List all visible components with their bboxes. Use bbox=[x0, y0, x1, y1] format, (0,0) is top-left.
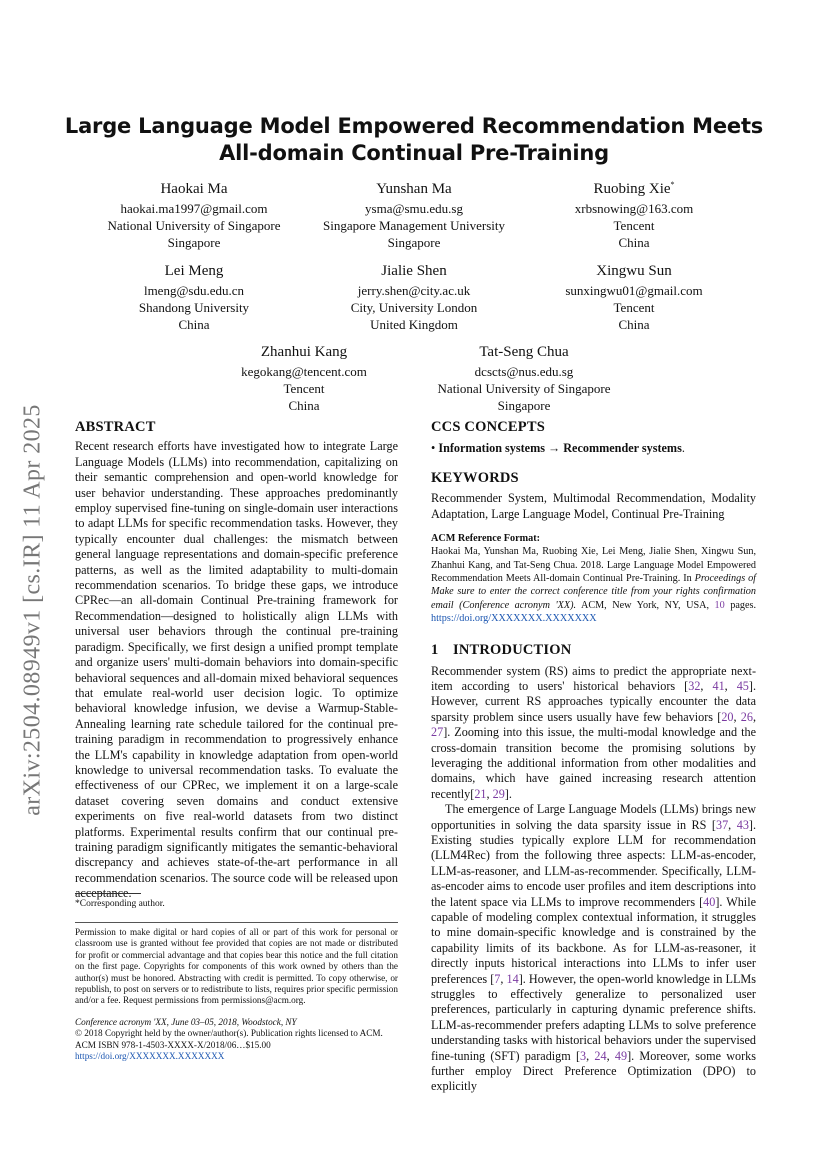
intro-heading bbox=[431, 643, 756, 658]
paragraph-text: , bbox=[728, 817, 737, 832]
author-name: Haokai Ma bbox=[160, 181, 228, 197]
author-block bbox=[504, 180, 764, 251]
keywords-text: Recommender System, Multimodal Recommendation, Modality Adaptation, Large Language Model, Continual Pre-Training bbox=[431, 491, 756, 521]
citation-link[interactable]: 3 bbox=[580, 1048, 587, 1063]
author-country: China bbox=[618, 235, 650, 250]
acm-ref-pages-word: pages. bbox=[724, 599, 757, 611]
abstract-heading: ABSTRACT bbox=[75, 419, 156, 435]
conference-venue: Conference acronym 'XX, June 03–05, 2018, Woodstock, NY bbox=[75, 1017, 297, 1027]
author-name bbox=[504, 180, 764, 199]
paragraph-text: Recommender system (RS) aims to predict the appropriate next-item according to users' historical behaviors [ bbox=[431, 663, 756, 693]
author-affiliation: National University of Singapore bbox=[107, 218, 281, 233]
author-country: Singapore bbox=[387, 235, 441, 250]
paragraph-text: ]. Moreover, some works further employ Direct Preference Optimization (DPO) to explicitly bbox=[431, 1048, 757, 1094]
author-email[interactable]: ysma@smu.edu.sg bbox=[365, 201, 463, 216]
arxiv-identifier: arXiv:2504.08949v1 [cs.IR] 11 Apr 2025 bbox=[19, 404, 46, 816]
paragraph-text: , bbox=[752, 709, 757, 724]
author-affiliation: Tencent bbox=[283, 381, 325, 396]
author-country: Singapore bbox=[167, 235, 221, 250]
author-affiliation: Shandong University bbox=[138, 300, 250, 315]
abstract-text: Recent research efforts have investigated how to integrate Large Language Models (LLMs) into recommendation, capitalizing on their semantic comprehension and open-world knowledge for user behavior understanding. These approaches predominantly employ supervised fine-tuning on single-domain user interactions to adapt LLMs for specific recommendation tasks. However, they typically encounter dual challenges: the mismatch between general language representations and domain-specific preference patterns, as well as the limited adaptability to multi-domain recommendation scenarios. To bridge these gaps, we introduce CPRec—an all-domain Continual Pre-training framework for Recommendation—designed to holistically align LLMs with universal user behaviors through the continual pre-training paradigm. Specifically, we first design a unified prompt template and organize users' multi-domain behaviors into domain-specific behavioral sequences and all-domain mixed behavioral sequences that emulate real-world user decision logic. To optimize behavioral knowledge infusion, we devise a Warmup-Stable-Annealing learning rate schedule tailored for the continual pre-training paradigm in recommendation to progressively enhance the LLM's capability in knowledge adaptation from open-world knowledge to universal recommendation tasks. To evaluate the effectiveness of our CPRec, we implement it on a large-scale dataset covering seven domains and conduct extensive experiments on five real-world datasets from two distinct platforms. Experimental results confirm that our continual pre-training paradigm significantly mitigates the semantic-behavioral discrepancy and achieves state-of-the-art performance in all recommendation scenarios. The source code will be released upon acceptance. bbox=[75, 439, 398, 901]
author-affiliation: City, University London bbox=[350, 300, 478, 315]
ccs-bullet: • bbox=[431, 441, 436, 456]
author-email[interactable]: xrbsnowing@163.com bbox=[574, 201, 694, 216]
ccs-concepts bbox=[431, 441, 756, 456]
keywords-heading: KEYWORDS bbox=[431, 469, 519, 486]
acm-ref-label: ACM Reference Format: bbox=[431, 533, 540, 545]
ccs-concept: Information systems → Recommender systems bbox=[438, 441, 682, 456]
citation-link[interactable]: 14 bbox=[506, 971, 519, 986]
acm-ref-tail: ACM, New York, NY, USA, bbox=[576, 599, 715, 611]
author-name: Zhanhui Kang bbox=[260, 344, 348, 360]
isbn-line: ACM ISBN 978-1-4503-XXXX-X/2018/06…$15.00 bbox=[75, 1039, 271, 1050]
section-number: 1 bbox=[431, 642, 439, 659]
citation-link[interactable]: 26 bbox=[740, 709, 753, 724]
citation-link[interactable]: 43 bbox=[736, 817, 749, 832]
paragraph-text: , bbox=[724, 678, 737, 693]
paragraph-text: ]. While capable of modeling complex contextual information, it struggles to mine domain-specific knowledge and is constrained by the capability limits of its backbone. As for LLM-as-reasoner, it directly inputs historical interactions into LLMs to infer user preferences [ bbox=[431, 894, 756, 986]
citation-link[interactable]: 32 bbox=[688, 678, 701, 693]
intro-paragraph-1 bbox=[431, 664, 756, 803]
section-title: INTRODUCTION bbox=[453, 642, 572, 659]
acm-ref-doi[interactable]: https://doi.org/XXXXXXX.XXXXXXX bbox=[431, 612, 597, 624]
citation-link[interactable]: 20 bbox=[721, 709, 734, 724]
acm-ref-proceedings: Proceedings of Make sure to enter the correct conference title from your rights confirmation email (Conference acronym 'XX). bbox=[431, 572, 756, 611]
author-country: China bbox=[618, 317, 650, 332]
arxiv-sidebar bbox=[18, 375, 48, 845]
acm-ref-pages[interactable]: 10 bbox=[714, 599, 725, 611]
author-name: Lei Meng bbox=[164, 263, 224, 279]
paragraph-text: ]. However, the open-world knowledge in LLMs struggles to effectively generalize to personalized user preferences, particularly in capturing dynamic preference shifts. LLM-as-recommender prefers adapting LLMs to solve preference understanding tasks with historical behaviors under the supervised fine-tuning (SFT) paradigm [ bbox=[431, 971, 756, 1063]
corresponding-mark: * bbox=[670, 180, 675, 189]
author-email[interactable]: lmeng@sdu.edu.cn bbox=[143, 283, 245, 298]
author-block bbox=[504, 262, 764, 333]
citation-link[interactable]: 27 bbox=[431, 725, 444, 740]
permission-notice: Permission to make digital or hard copies of all or part of this work for personal or classroom use is granted without fee provided that copies are not made or distributed for profit or commercial advantage and that copies bear this notice and the full citation on the first page. Copyrights for components of this work owned by others than the author(s) must be honored. Abstracting with credit is permitted. To copy otherwise, or republish, to post on servers or to redistribute to lists, requires prior specific permission and/or a fee. Request permissions from permissions@acm.org. bbox=[75, 927, 398, 1006]
citation-link[interactable]: 24 bbox=[594, 1048, 607, 1063]
intro-paragraph-2 bbox=[431, 802, 756, 1095]
paragraph-text: ]. Existing studies typically explore LLM for recommendation (LLM4Rec) from the following three aspects: LLM-as-encoder, LLM-as-reasoner, and LLM-as-recommender. Specifically, LLM-as-encoder aims to encode user profiles and item descriptions into the latent space via LLMs to improve recommenders [ bbox=[431, 817, 757, 909]
permission-rule bbox=[75, 922, 398, 923]
paragraph-text: , bbox=[586, 1048, 595, 1063]
paragraph-text: , bbox=[500, 971, 507, 986]
footnote-rule bbox=[75, 893, 141, 894]
citation-link[interactable]: 40 bbox=[703, 894, 716, 909]
author-name: Xingwu Sun bbox=[596, 263, 672, 279]
author-block bbox=[394, 343, 654, 414]
right-column bbox=[431, 420, 756, 1095]
author-country: China bbox=[288, 398, 320, 413]
paragraph-text: ]. Zooming into this issue, the multi-modal knowledge and the cross-domain transition become the promising solutions by leveraging the additional information from other modalities and domains, which have gained increasing research attention recently[ bbox=[431, 725, 756, 801]
paper-title bbox=[60, 113, 768, 167]
author-email[interactable]: jerry.shen@city.ac.uk bbox=[357, 283, 471, 298]
citation-link[interactable]: 29 bbox=[492, 786, 505, 801]
author-country: Singapore bbox=[497, 398, 551, 413]
title-line-1: Large Language Model Empowered Recommendation Meets bbox=[64, 114, 764, 138]
paragraph-text: , bbox=[733, 709, 741, 724]
corresponding-footnote: *Corresponding author. bbox=[75, 899, 165, 909]
paragraph-text: , bbox=[486, 786, 493, 801]
copyright-line: © 2018 Copyright held by the owner/author(s). Publication rights licensed to ACM. bbox=[75, 1028, 383, 1039]
acm-ref-authors: Haokai Ma, Yunshan Ma, Ruobing Xie, Lei Meng, Jialie Shen, Xingwu Sun, Zhanhui Kang, and Tat-Seng Chua. 2018. Large Language Model Empowered Recommendation Meets All-domain Continual Pre-Training. In bbox=[431, 546, 756, 584]
paragraph-text: The emergence of Large Language Models (LLMs) brings new opportunities in solving the data sparsity issue in RS [ bbox=[431, 802, 756, 832]
author-email[interactable]: haokai.ma1997@gmail.com bbox=[120, 201, 268, 216]
title-line-2: All-domain Continual Pre-Training bbox=[219, 141, 609, 165]
paragraph-text: , bbox=[606, 1048, 615, 1063]
paragraph-text: ]. However, current RS approaches typically encounter the data sparsity problem since users usually have few behaviors [ bbox=[431, 678, 756, 724]
author-email[interactable]: kegokang@tencent.com bbox=[241, 364, 367, 379]
author-email[interactable]: sunxingwu01@gmail.com bbox=[565, 283, 703, 298]
author-affiliation: Singapore Management University bbox=[323, 218, 505, 233]
author-affiliation: Tencent bbox=[613, 218, 655, 233]
citation-link[interactable]: 37 bbox=[715, 817, 729, 832]
conference-info bbox=[75, 1017, 398, 1063]
author-affiliation: Tencent bbox=[613, 300, 655, 315]
author-country: China bbox=[178, 317, 210, 332]
author-name: Jialie Shen bbox=[381, 263, 447, 279]
ccs-end: . bbox=[681, 441, 685, 456]
author-affiliation: National University of Singapore bbox=[437, 381, 611, 396]
paragraph-text: , bbox=[700, 678, 713, 693]
acm-reference bbox=[431, 532, 756, 625]
citation-link[interactable]: 21 bbox=[474, 786, 487, 801]
abstract-section bbox=[75, 420, 398, 902]
author-name: Tat-Seng Chua bbox=[479, 344, 569, 360]
doi-link[interactable]: https://doi.org/XXXXXXX.XXXXXXX bbox=[75, 1051, 225, 1062]
citation-link[interactable]: 45 bbox=[736, 678, 749, 693]
citation-link[interactable]: 7 bbox=[494, 971, 501, 986]
author-email[interactable]: dcscts@nus.edu.sg bbox=[474, 364, 574, 379]
author-name: Yunshan Ma bbox=[376, 181, 452, 197]
citation-link[interactable]: 41 bbox=[712, 678, 725, 693]
author-country: United Kingdom bbox=[370, 317, 458, 332]
author-name-text: Ruobing Xie bbox=[593, 181, 671, 197]
paragraph-text: ]. bbox=[504, 786, 512, 801]
ccs-heading: CCS CONCEPTS bbox=[431, 419, 545, 435]
citation-link[interactable]: 49 bbox=[614, 1048, 628, 1063]
